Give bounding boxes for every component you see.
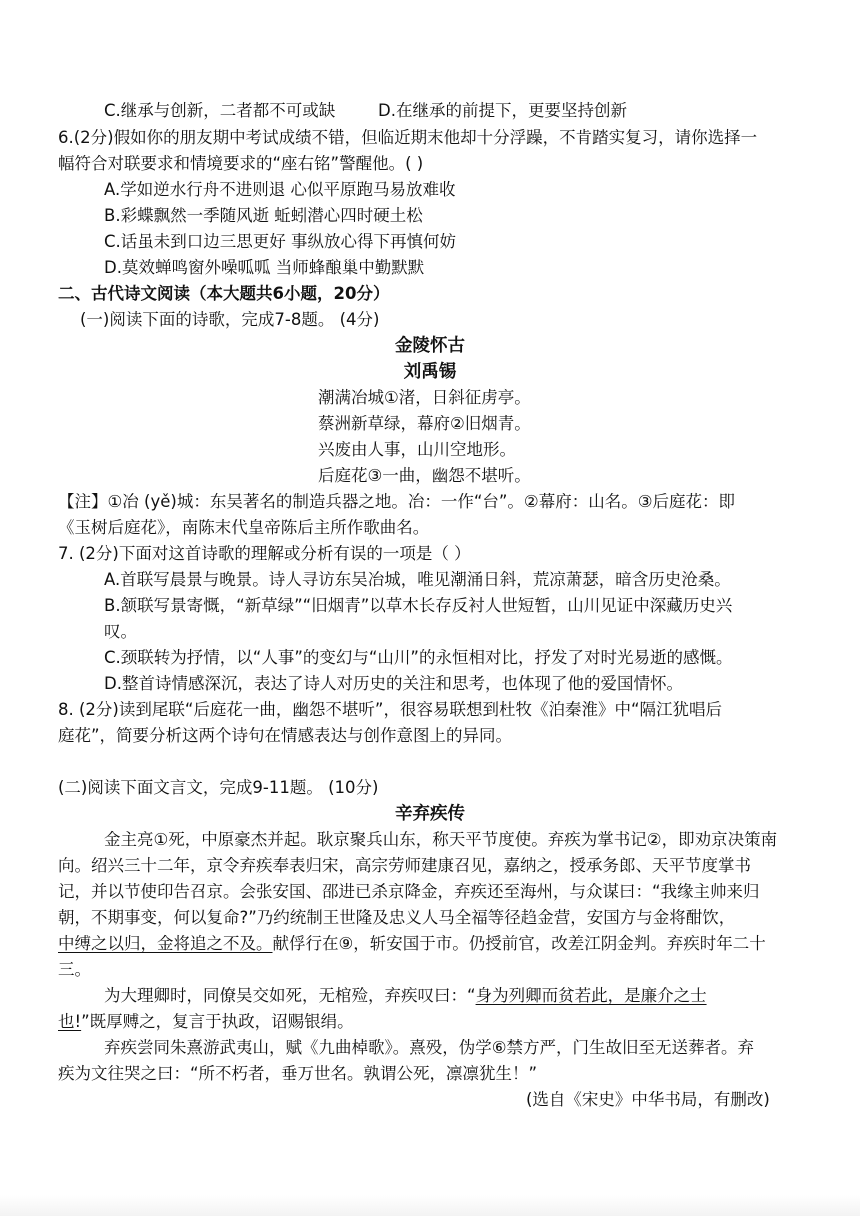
poem-note-line2: 《玉树后庭花》，南陈末代皇帝陈后主所作歌曲名。 xyxy=(58,518,430,537)
prose-p1-line4: 朝，不期事变，何以复命?”乃约统制王世隆及忠义人马全福等径趋金营，安国方与金将酣饮， xyxy=(58,908,736,927)
prose-p3-line2: 疾为文往哭之曰：“所不朽者，垂万世名。孰谓公死，凛凛犹生！” xyxy=(58,1064,538,1083)
prose-p2-line2-text: ”既厚赙之，复言于执政，诏赐银绢。 xyxy=(81,1012,354,1031)
scan-bottom-edge xyxy=(0,1195,860,1216)
q6-stem-line2: 幅符合对联要求和情境要求的“座右铭”警醒他。( ) xyxy=(58,154,424,173)
prose-p2-line2 xyxy=(58,1010,354,1034)
poem-author: 刘禹锡 xyxy=(403,362,457,382)
q7-option-c: C.颈联转为抒情，以“人事”的变幻与“山川”的永恒相对比，抒发了对时光易逝的感慨。 xyxy=(104,648,733,667)
prose-title: 辛弃疾传 xyxy=(395,804,465,824)
prose-p1-line5-rest: 献俘行在⑨，斩安国于市。仍授前官，改差江阴金判。弃疾时年二十 xyxy=(272,934,766,953)
poem-note-line1: 【注】①冶 (yě)城：东吴著名的制造兵器之地。冶：一作“台”。②幕府：山名。③后庭花：即 xyxy=(58,492,736,511)
prose-p3-line1: 弃疾尝同朱熹游武夷山，赋《九曲棹歌》。熹殁，伪学⑥禁方严，门生故旧至无送葬者。弃 xyxy=(104,1038,755,1057)
prose-p1-line2: 向。绍兴三十二年，京令弃疾奉表归宋，高宗劳师建康召见，嘉纳之，授承务郎、天平节度掌书 xyxy=(58,856,751,875)
q6-stem-line1: 6.(2分)假如你的朋友期中考试成绩不错，但临近期末他却十分浮躁，不肯踏实复习，请你选择一 xyxy=(58,128,758,147)
part1-intro: (一)阅读下面的诗歌，完成7-8题。 (4分) xyxy=(80,310,380,329)
poem-line-3: 兴废由人事，山川空地形。 xyxy=(318,440,516,459)
poem-title: 金陵怀古 xyxy=(395,336,465,356)
q5-option-d: D.在继承的前提下，更要坚持创新 xyxy=(378,101,627,120)
q5-option-c: C.继承与创新，二者都不可或缺 xyxy=(104,101,336,120)
poem-line-1: 潮满冶城①渚，日斜征虏亭。 xyxy=(318,388,531,407)
prose-p1-line6: 三。 xyxy=(58,960,91,979)
part2-intro: (二)阅读下面文言文，完成9-11题。 (10分) xyxy=(58,778,379,797)
underlined-sentence-2: 身为列卿而贫若此，是廉介之士 xyxy=(475,986,707,1005)
prose-source: (选自《宋史》中华书局，有删改) xyxy=(526,1090,770,1109)
prose-p1-line5 xyxy=(58,932,766,956)
prose-p1-line1: 金主亮①死，中原豪杰并起。耿京聚兵山东，称天平节度使。弃疾为掌书记②，即劝京决策南 xyxy=(104,830,778,849)
prose-p2-line1-text: 为大理卿时，同僚吴交如死，无棺殓，弃疾叹曰：“ xyxy=(104,986,476,1005)
q6-option-c: C.话虽未到口边三思更好 事纵放心得下再慎何妨 xyxy=(104,232,457,251)
prose-p2-line1 xyxy=(104,984,707,1008)
poem-line-4: 后庭花③一曲，幽怨不堪听。 xyxy=(318,466,531,485)
q6-option-b: B.彩蝶飘然一季随风逝 蚯蚓潜心四时硬土松 xyxy=(104,206,423,225)
q7-option-a: A.首联写晨景与晚景。诗人寻访东吴冶城，唯见潮涌日斜，荒凉萧瑟，暗含历史沧桑。 xyxy=(104,570,731,589)
q6-option-d: D.莫效蝉鸣窗外噪呱呱 当师蜂酿巢中勤默默 xyxy=(104,258,425,277)
underlined-sentence-2-end: 也! xyxy=(58,1012,82,1031)
prose-p1-line3: 记，并以节使印告召京。会张安国、邵进已杀京降金，弃疾还至海州，与众谋曰：“我缘主帅来归 xyxy=(58,882,760,901)
q7-option-b-line1: B.颔联写景寄慨，“新草绿”“旧烟青”以草木长存反衬人世短暂，山川见证中深藏历史兴 xyxy=(104,596,733,615)
q6-option-a: A.学如逆水行舟不进则退 心似平原跑马易放难收 xyxy=(104,180,456,199)
q7-option-b-line2: 叹。 xyxy=(104,622,137,641)
q8-line2: 庭花”，简要分析这两个诗句在情感表达与创作意图上的异同。 xyxy=(58,726,513,745)
underlined-sentence-1: 中缚之以归，金将追之不及。 xyxy=(58,934,273,953)
poem-line-2: 蔡洲新草绿，幕府②旧烟青。 xyxy=(318,414,531,433)
q8-line1: 8. (2分)读到尾联“后庭花一曲，幽怨不堪听”，很容易联想到杜牧《泊秦淮》中“隔江犹唱后 xyxy=(58,700,723,719)
q7-stem: 7. (2分)下面对这首诗歌的理解或分析有误的一项是（ ） xyxy=(58,544,471,563)
q7-option-d: D.整首诗情感深沉，表达了诗人对历史的关注和思考，也体现了他的爱国情怀。 xyxy=(104,674,683,693)
section2-heading: 二、古代诗文阅读（本大题共6小题，20分） xyxy=(58,284,390,303)
